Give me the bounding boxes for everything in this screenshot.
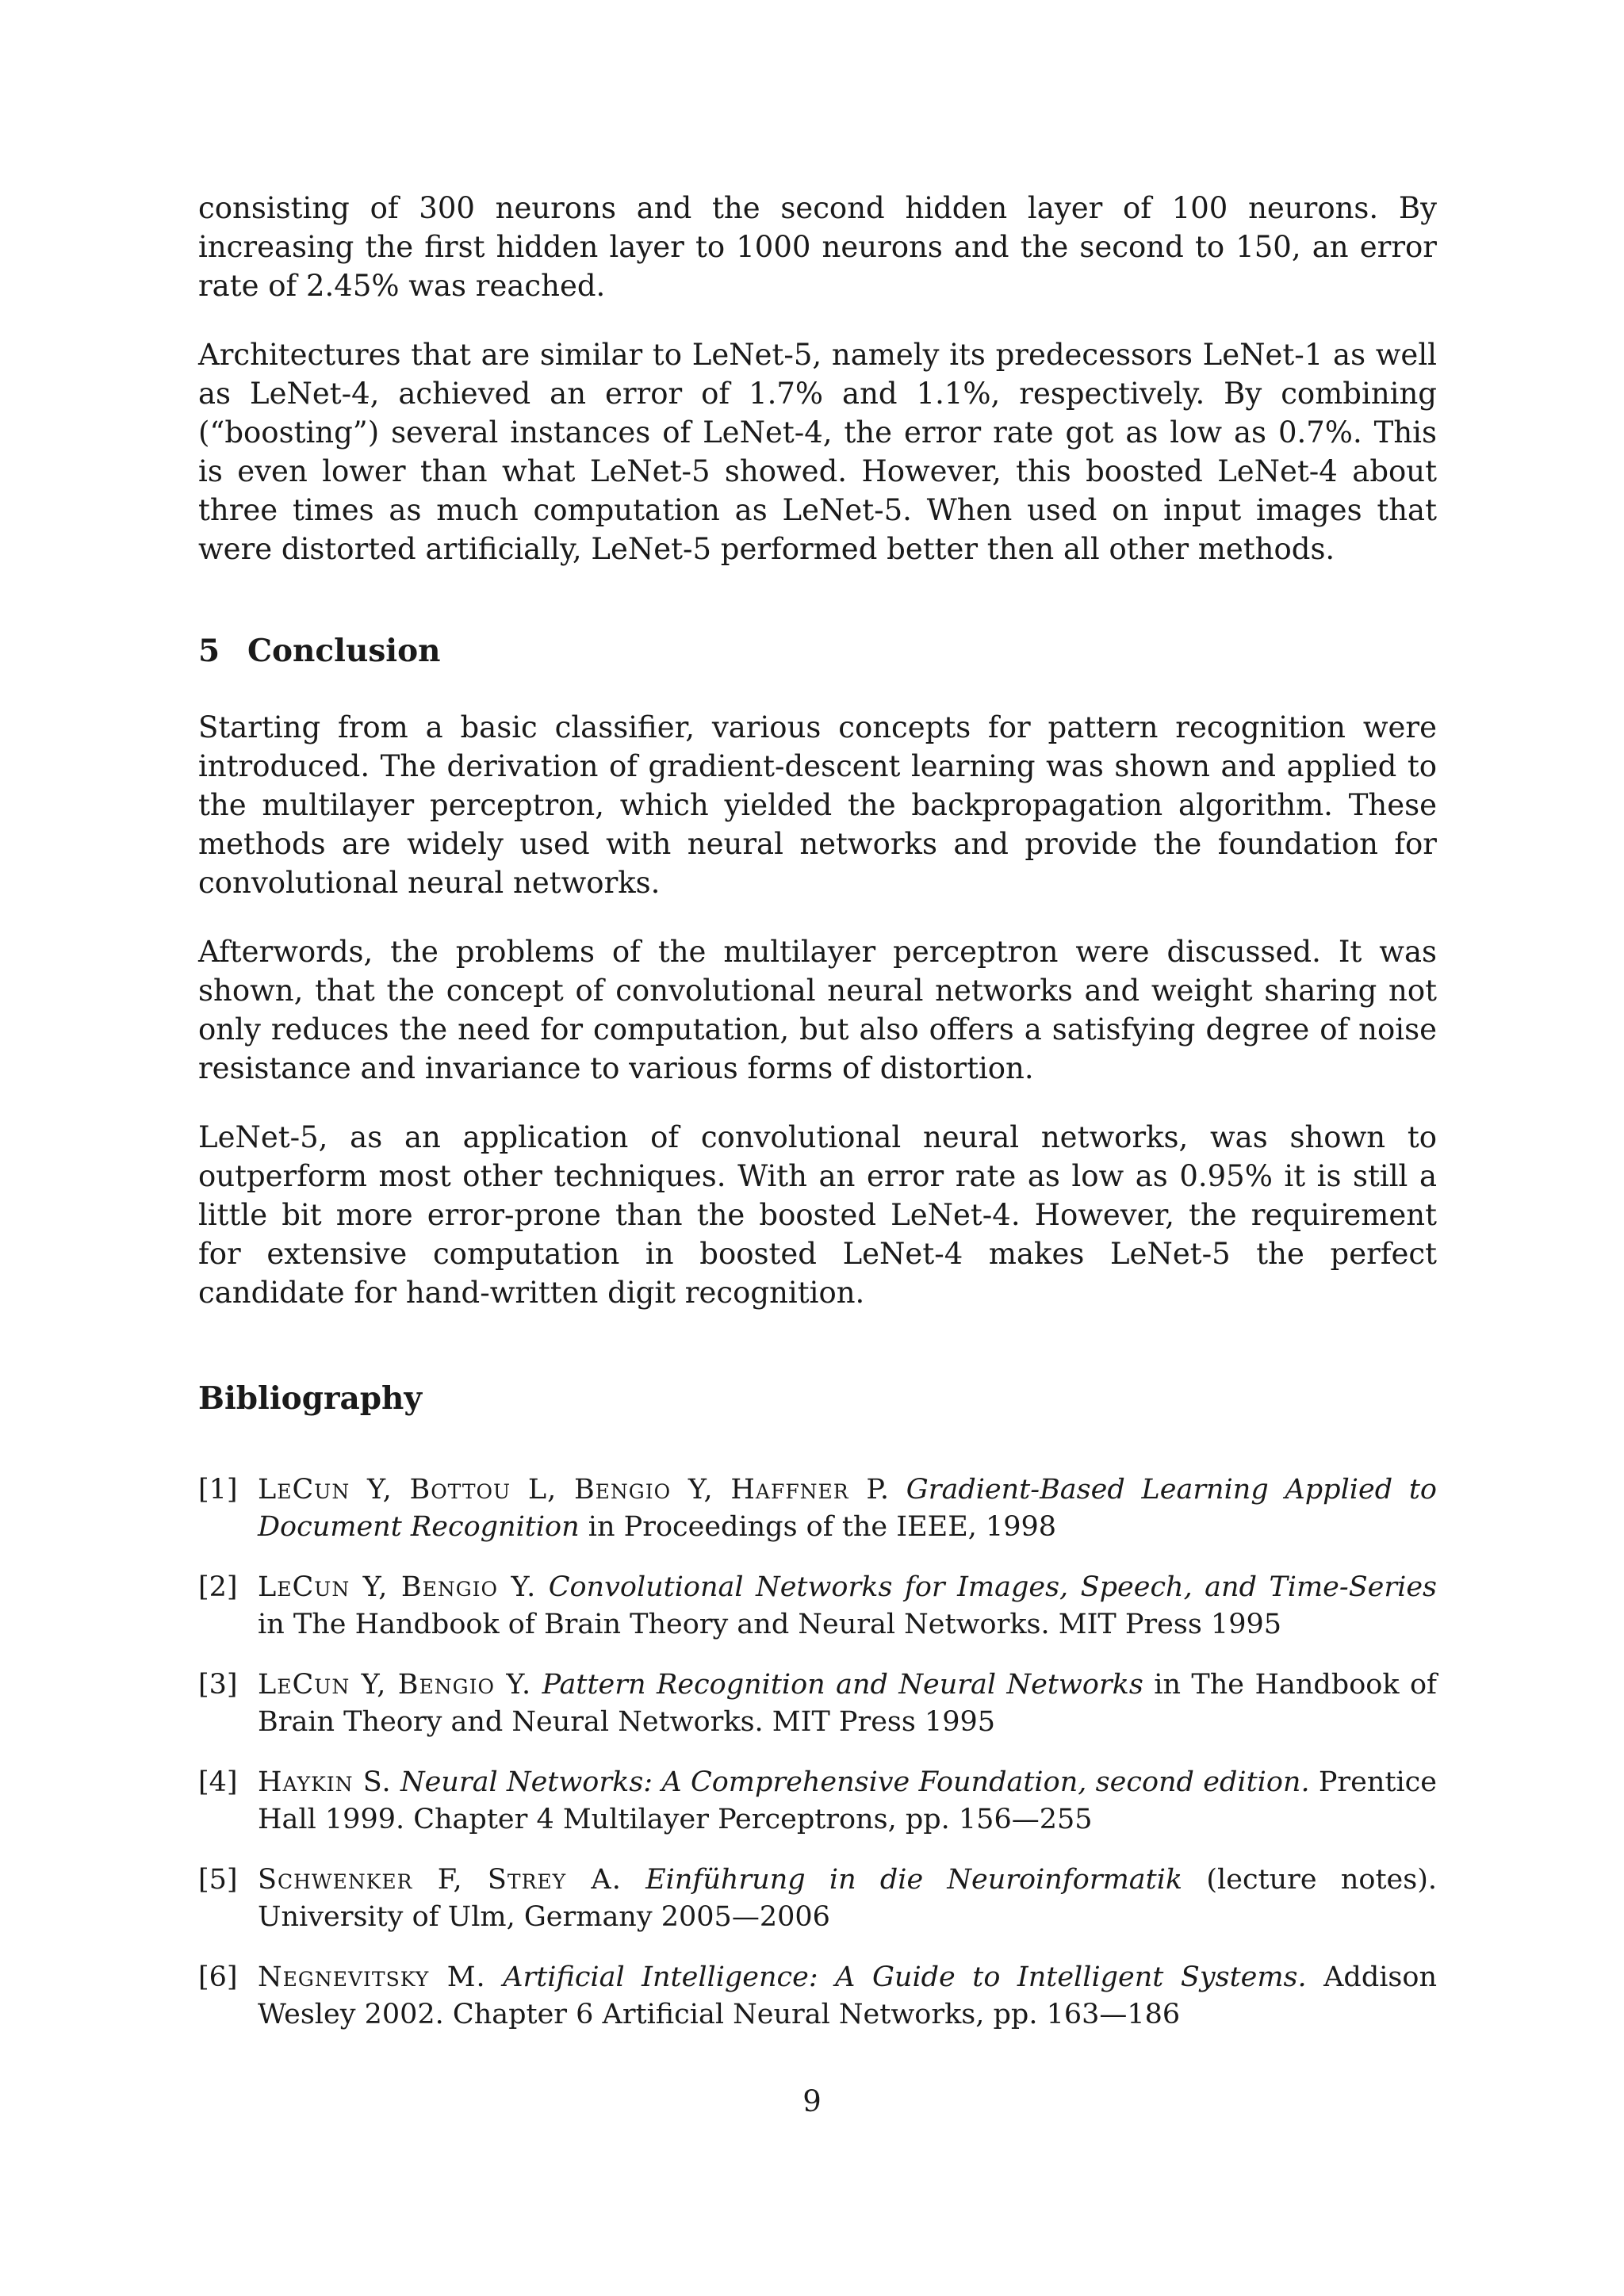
body-paragraph: Afterwords, the problems of the multilayer perceptron were discussed. It was shown, that the concept of convolutional neural networks and weight sharing not only reduces the need for computation, but also offers a satisfying degree of noise resistance and invariance to various forms of distortion. xyxy=(198,935,1437,1085)
reference-number: [3] xyxy=(198,1669,238,1701)
reference-number: [2] xyxy=(198,1571,238,1603)
body-paragraph: LeNet-5, as an application of convolutional neural networks, was shown to outperform most other techniques. With an error rate as low as 0.95% it is still a little bit more error-prone than the boosted LeNet-4. However, the requirement for extensive computation in boosted LeNet-4 makes LeNet-5 the perfect candidate for hand-written digit recognition. xyxy=(198,1120,1437,1310)
reference-authors: LeCun Y, Bengio Y. xyxy=(258,1571,537,1603)
reference-number: [5] xyxy=(198,1864,238,1896)
body-paragraph: consisting of 300 neurons and the second hidden layer of 100 neurons. By increasing the first hidden layer to 1000 neurons and the second to 150, an error rate of 2.45% was reached. xyxy=(198,191,1437,303)
section-heading xyxy=(198,632,1437,671)
reference-title: Convolutional Networks for Images, Speech, and Time-Series xyxy=(548,1571,1437,1603)
reference-item xyxy=(198,1862,1437,1936)
reference-details: in The Handbook of Brain Theory and Neural Networks. MIT Press 1995 xyxy=(258,1669,1437,1738)
reference-authors: Haykin S. xyxy=(258,1766,392,1798)
reference-list xyxy=(198,1471,1437,2034)
reference-title: Gradient-Based Learning Applied to Document Recognition xyxy=(258,1474,1437,1543)
reference-item xyxy=(198,1959,1437,2034)
reference-title: Artificial Intelligence: A Guide to Intelligent Systems. xyxy=(503,1961,1307,1993)
page-number: 9 xyxy=(802,2084,822,2118)
reference-authors: LeCun Y, Bottou L, Bengio Y, Haffner P. xyxy=(258,1474,890,1506)
reference-authors: Negnevitsky M. xyxy=(258,1961,486,1993)
page-content xyxy=(198,189,1437,2057)
body-paragraph: Starting from a basic classifier, various concepts for pattern recognition were introduced. The derivation of gradient-descent learning was shown and applied to the multilayer perceptron, which yielded the backpropagation algorithm. These methods are widely used with neural networks and provide the foundation for convolutional neural networks. xyxy=(198,710,1437,900)
reference-item xyxy=(198,1471,1437,1546)
reference-item xyxy=(198,1667,1437,1741)
reference-details: Prentice Hall 1999. Chapter 4 Multilayer Perceptrons, pp. 156—255 xyxy=(258,1766,1437,1835)
reference-title: Einführung in die Neuroinformatik xyxy=(645,1864,1183,1896)
reference-authors: Schwenker F, Strey A. xyxy=(258,1864,622,1896)
reference-details: Addison Wesley 2002. Chapter 6 Artificial Neural Networks, pp. 163—186 xyxy=(258,1961,1437,2030)
reference-details: in The Handbook of Brain Theory and Neural Networks. MIT Press 1995 xyxy=(258,1609,1282,1640)
reference-authors: LeCun Y, Bengio Y. xyxy=(258,1669,532,1701)
reference-item xyxy=(198,1764,1437,1839)
section-number: 5 xyxy=(198,633,220,669)
bibliography-heading: Bibliography xyxy=(198,1380,423,1417)
reference-details: (lecture notes). University of Ulm, Germany 2005—2006 xyxy=(258,1864,1437,1933)
reference-details: in Proceedings of the IEEE, 1998 xyxy=(579,1511,1057,1543)
reference-number: [6] xyxy=(198,1961,238,1993)
reference-title: Pattern Recognition and Neural Networks xyxy=(542,1669,1143,1701)
reference-number: [1] xyxy=(198,1474,238,1506)
reference-item xyxy=(198,1569,1437,1644)
reference-number: [4] xyxy=(198,1766,238,1798)
section-title: Conclusion xyxy=(247,633,441,669)
body-paragraph: Architectures that are similar to LeNet-5, namely its predecessors LeNet-1 as well as LeNet-4, achieved an error of 1.7% and 1.1%, respectively. By combining (“boosting”) several instances of LeNet-4, the error rate got as low as 0.7%. This is even lower than what LeNet-5 showed. However, this boosted LeNet-4 about three times as much computation as LeNet-5. When used on input images that were distorted artificially, LeNet-5 performed better then all other methods. xyxy=(198,338,1437,566)
reference-title: Neural Networks: A Comprehensive Foundation, second edition. xyxy=(400,1766,1310,1798)
